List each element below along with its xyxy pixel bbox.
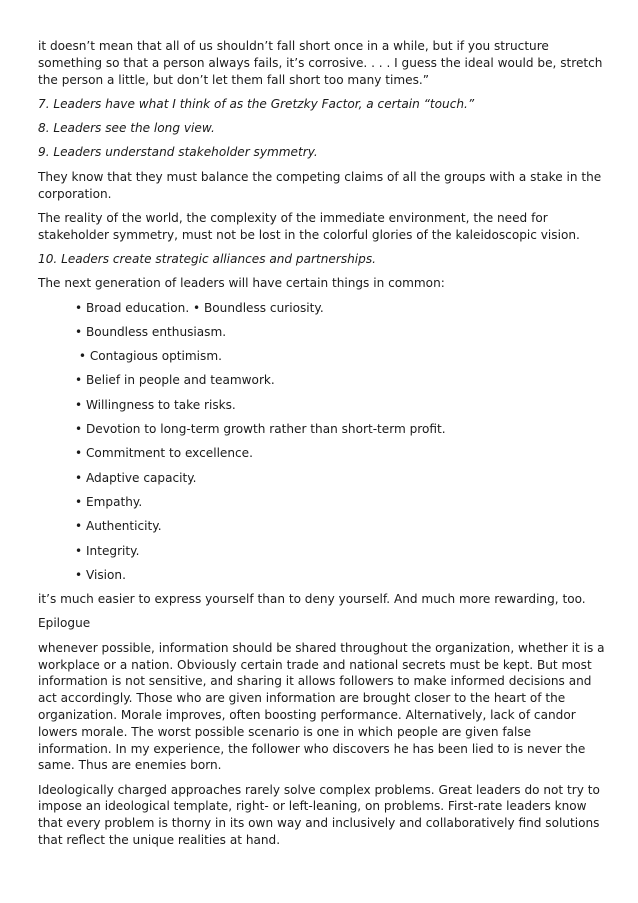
symmetry-paragraph: They know that they must balance the competing claims of all the groups with a stake in the corporation. — [38, 169, 602, 201]
point-8: 8. Leaders see the long view. — [38, 121, 215, 136]
qualities-list — [38, 300, 606, 584]
intro-paragraph: it doesn’t mean that all of us shouldn’t fall short once in a while, but if you structure something so that a person always fails, it’s corrosive. . . . I guess the ideal would be, stretch the person a little, but don’t let them fall short too many times.” — [38, 39, 603, 87]
list-item: • Boundless enthusiasm. — [75, 324, 227, 339]
point-7: 7. Leaders have what I think of as the Gretzky Factor, a certain “touch.” — [38, 96, 475, 111]
list-item: • Adaptive capacity. — [75, 470, 197, 485]
epilogue-heading: Epilogue — [38, 616, 91, 631]
list-item: • Willingness to take risks. — [75, 397, 236, 412]
epilogue-paragraph-information: whenever possible, information should be shared throughout the organization, whether it is a workplace or a nation. Obviously certain trade and national secrets must be kept. But most information is not sensitive, and sharing it allows followers to make informed decisions and act accordingly. Those who are given information are brought closer to the heart of the organization. Morale improves, often boosting performance. Alternatively, lack of candor lowers morale. The worst possible scenario is one in which people are given false information. In my experience, the follower who discovers he has been lied to is never the same. Thus are enemies born. — [38, 640, 605, 773]
reality-paragraph: The reality of the world, the complexity of the immediate environment, the need for stakeholder symmetry, must not be lost in the colorful glories of the kaleidoscopic vision. — [38, 210, 580, 242]
document-page — [38, 38, 606, 856]
list-item: • Integrity. — [75, 543, 140, 558]
list-item: • Belief in people and teamwork. — [75, 373, 275, 388]
list-item: • Empathy. — [75, 494, 143, 509]
list-item: • Authenticity. — [75, 519, 162, 534]
point-10: 10. Leaders create strategic alliances and partnerships. — [38, 251, 376, 266]
list-item: • Contagious optimism. — [75, 349, 222, 364]
list-item: • Broad education. • Boundless curiosity. — [75, 300, 324, 315]
list-item: • Commitment to excellence. — [75, 446, 253, 461]
express-paragraph: it’s much easier to express yourself than to deny yourself. And much more rewarding, too. — [38, 592, 586, 607]
list-item: • Devotion to long-term growth rather than short-term profit. — [75, 422, 446, 437]
point-9: 9. Leaders understand stakeholder symmetry. — [38, 145, 318, 160]
epilogue-paragraph-ideology: Ideologically charged approaches rarely solve complex problems. Great leaders do not try to impose an ideological template, right- or left-leaning, on problems. First-rate leaders know that every problem is thorny in its own way and inclusively and collaboratively find solutions that reflect the unique realities at hand. — [38, 782, 600, 847]
list-item: • Vision. — [75, 567, 126, 582]
next-generation-intro: The next generation of leaders will have certain things in common: — [38, 276, 445, 291]
